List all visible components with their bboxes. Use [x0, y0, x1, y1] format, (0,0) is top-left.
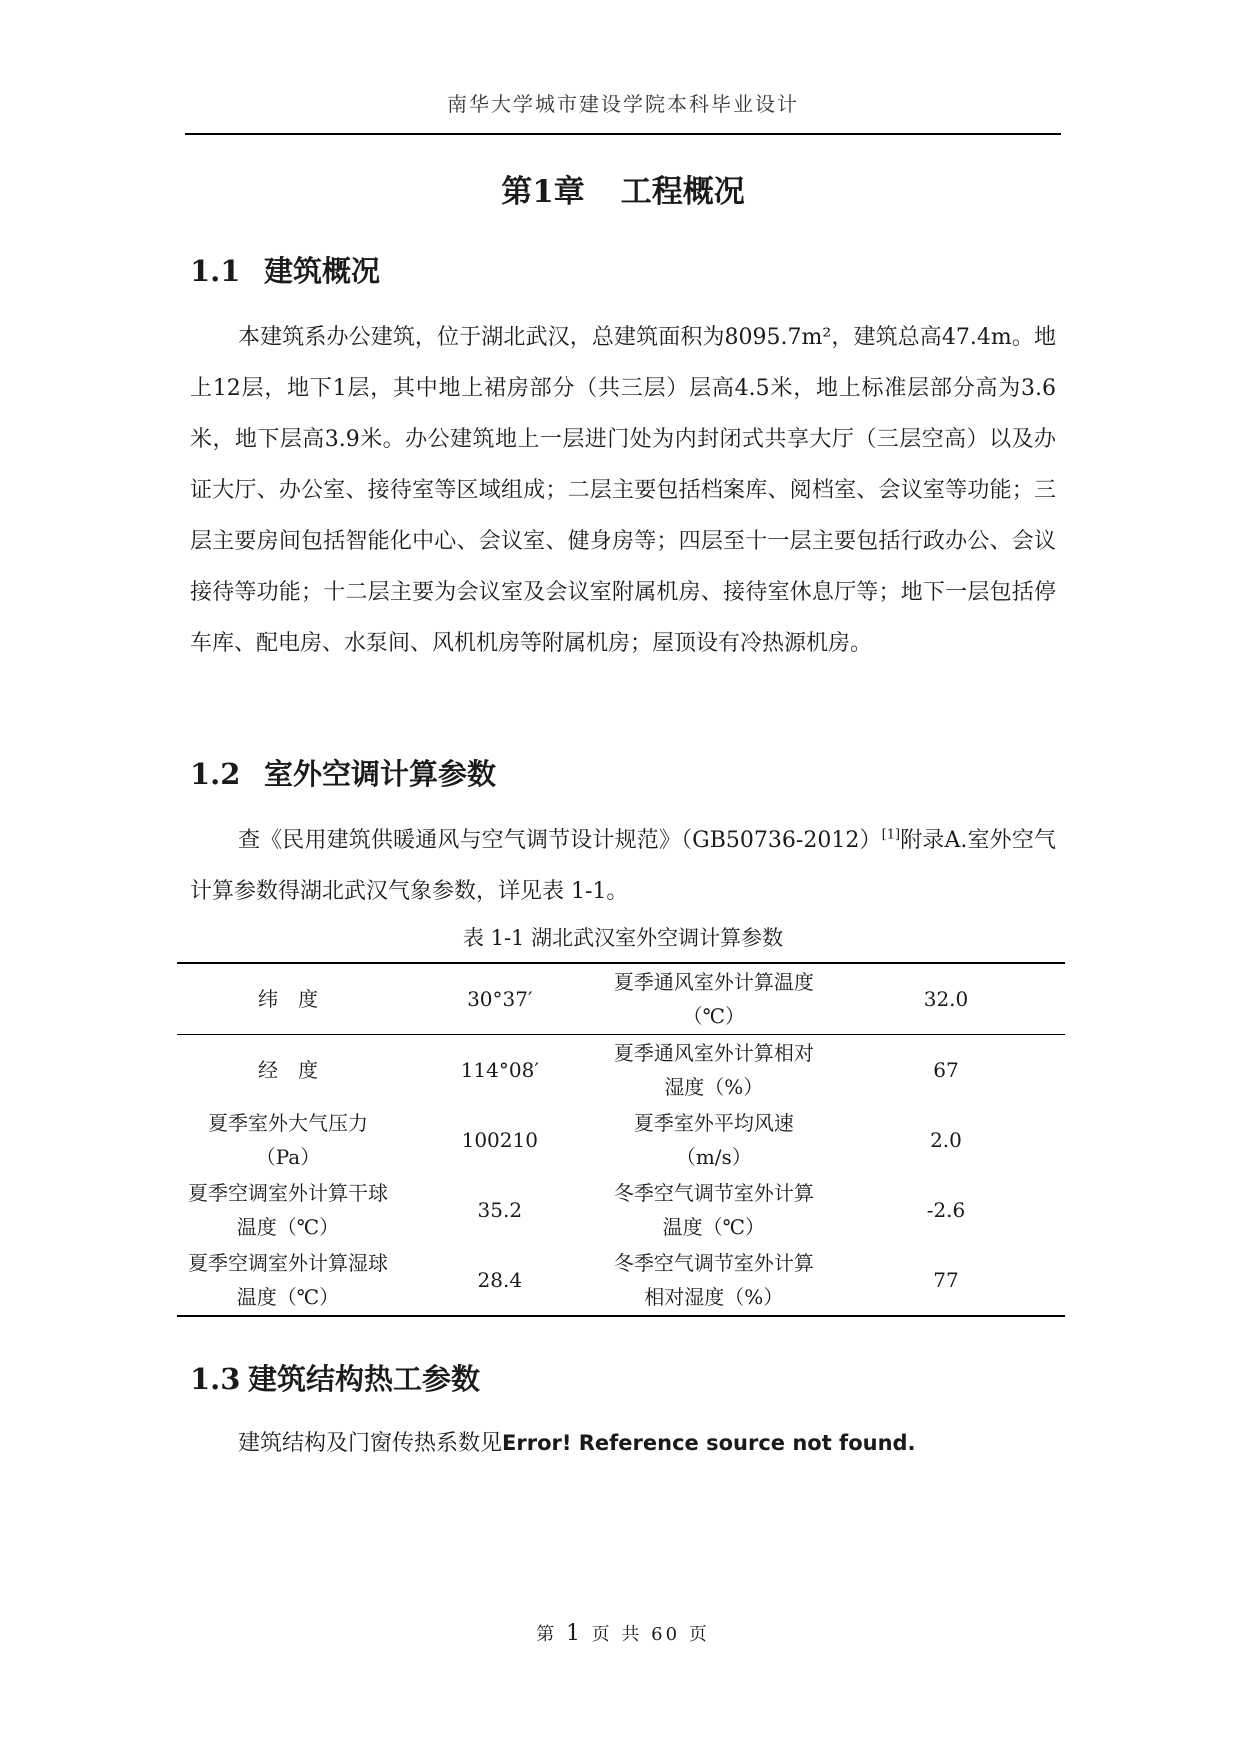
table-cell: 经 度 — [257, 1058, 318, 1082]
citation-reference[interactable]: [1] — [881, 827, 901, 843]
section-title-text: 建筑概况 — [264, 254, 381, 288]
page-number: 1 — [565, 1621, 583, 1646]
table-cell: 夏季通风室外计算相对湿度（%） — [613, 1041, 814, 1099]
table-cell: 冬季空气调节室外计算温度（℃） — [613, 1181, 814, 1239]
section-heading-1-3 — [190, 1357, 480, 1398]
paragraph-text: 附录A.室外空气计算参数得湖北武汉气象参数，详见表 1-1。 — [190, 828, 1056, 904]
table-cell: 2.0 — [930, 1128, 962, 1152]
table-cell: 114°08′ — [460, 1058, 539, 1082]
table-cell: 冬季空气调节室外计算相对湿度（%） — [613, 1251, 814, 1309]
total-pages: 60 — [651, 1624, 681, 1645]
section-heading-1-2 — [190, 752, 496, 793]
chapter-title — [185, 166, 1061, 211]
table-cell: 32.0 — [827, 963, 1065, 1035]
table-row — [177, 1245, 1065, 1316]
broken-reference-error[interactable]: Error! Reference source not found. — [502, 1431, 916, 1455]
table-row — [177, 963, 1065, 1035]
section-heading-1-1 — [190, 249, 380, 290]
section-number: 1.3 — [190, 1362, 241, 1396]
building-overview-paragraph: 本建筑系办公建筑，位于湖北武汉，总建筑面积为8095.7m²，建筑总高47.4m。地上12层，地下1层，其中地上裙房部分（共三层）层高4.5米，地上标准层部分高为3.6米，地下层高3.9米。办公建筑地上一层进门处为内封闭式共享大厅（三层空高）以及办证大厅、办公室、接待室等区域组成；二层主要包括档案库、阅档室、会议室等功能；三层主要房间包括智能化中心、会议室、健身房等；四层至十一层主要包括行政办公、会议接待等功能；十二层主要为会议室及会议室附属机房、接待室休息厅等；地下一层包括停车库、配电房、水泵间、风机机房等附属机房；屋顶设有冷热源机房。 — [190, 325, 1056, 656]
header-rule — [185, 133, 1061, 135]
footer-middle: 页 共 — [591, 1624, 643, 1645]
footer-prefix: 第 — [536, 1624, 558, 1645]
table-cell: 77 — [933, 1268, 959, 1292]
table-cell: 夏季室外平均风速（m/s） — [633, 1111, 794, 1169]
table-cell: 67 — [933, 1058, 959, 1082]
paragraph-text: 查《民用建筑供暖通风与空气调节设计规范》（GB50736-2012） — [238, 828, 882, 853]
section-number: 1.2 — [190, 757, 241, 791]
table-cell: -2.6 — [926, 1198, 966, 1222]
table-cell: 夏季空调室外计算干球温度（℃） — [187, 1181, 388, 1239]
thermal-params-paragraph — [190, 1418, 1056, 1469]
section-title-text: 建筑结构热工参数 — [248, 1362, 481, 1396]
table-row — [177, 1175, 1065, 1245]
table-cell: 100210 — [461, 1128, 538, 1152]
table-cell: 夏季空调室外计算湿球温度（℃） — [187, 1251, 388, 1309]
footer-suffix: 页 — [688, 1624, 710, 1645]
table-caption: 表 1-1 湖北武汉室外空调计算参数 — [462, 926, 784, 950]
section-title-text: 室外空调计算参数 — [264, 757, 497, 791]
table-row — [177, 1035, 1065, 1106]
outdoor-parameters-table — [177, 962, 1065, 1317]
table-cell: 35.2 — [477, 1198, 523, 1222]
paragraph-text: 建筑结构及门窗传热系数见 — [238, 1431, 503, 1456]
table-cell: 夏季通风室外计算温度（℃） — [601, 963, 827, 1035]
chapter-number: 第1章 — [501, 174, 585, 210]
table-cell: 30°37′ — [399, 963, 601, 1035]
outdoor-params-paragraph — [190, 815, 1056, 917]
page-footer — [185, 1620, 1061, 1646]
chapter-title-text: 工程概况 — [620, 174, 745, 210]
table-row — [177, 1105, 1065, 1175]
section-number: 1.1 — [190, 254, 241, 288]
table-cell: 夏季室外大气压力（Pa） — [207, 1111, 368, 1169]
running-header: 南华大学城市建设学院本科毕业设计 — [447, 92, 799, 116]
table-cell: 纬 度 — [177, 963, 399, 1035]
table-cell: 28.4 — [477, 1268, 523, 1292]
